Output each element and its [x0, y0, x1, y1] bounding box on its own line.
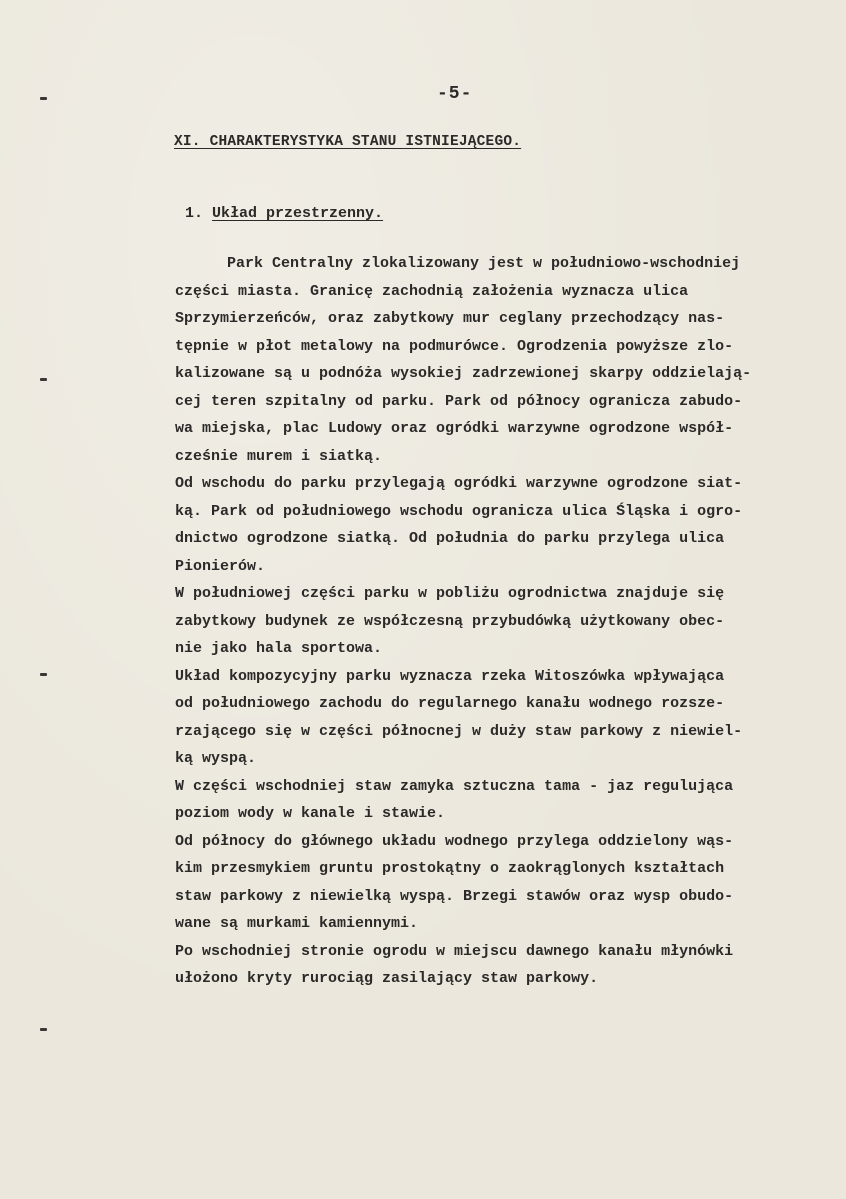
- text-line: wane są murkami kamiennymi.: [175, 915, 419, 932]
- text-line: rzającego się w części północnej w duży staw parkowy z niewiel-: [175, 722, 743, 740]
- text-line: Od wschodu do parku przylegają ogródki warzywne ogrodzone siat-: [175, 475, 743, 492]
- text-line: kalizowane są u podnóża wysokiej zadrzewionej skarpy oddzielają-: [175, 365, 752, 382]
- text-line: ką. Park od południowego wschodu ogranicza ulica Śląska i ogro-: [175, 502, 743, 520]
- text-line: ułożono kryty rurociąg zasilający staw parkowy.: [175, 970, 599, 987]
- margin-mark: [40, 673, 47, 676]
- chapter-heading: XI. CHARAKTERYSTYKA STANU ISTNIEJĄCEGO.: [174, 134, 522, 150]
- text-line: Pionierów.: [175, 557, 266, 575]
- text-line: staw parkowy z niewielką wyspą. Brzegi stawów oraz wysp obudo-: [175, 887, 734, 905]
- text-line: Od północy do głównego układu wodnego przylega oddzielony wąs-: [175, 832, 734, 850]
- text-line: cej teren szpitalny od parku. Park od północy ogranicza zabudo-: [175, 392, 743, 410]
- text-line: W części wschodniej staw zamyka sztuczna tama - jaz regulująca: [175, 777, 734, 795]
- section-number: 1.: [185, 205, 204, 222]
- text-line: Sprzymierzeńców, oraz zabytkowy mur ceglany przechodzący nas-: [175, 310, 725, 327]
- text-line: Park Centralny zlokalizowany jest w południowo-wschodniej: [227, 255, 741, 272]
- section-title: Układ przestrzenny.: [212, 205, 384, 222]
- text-line: nie jako hala sportowa.: [175, 640, 383, 657]
- margin-mark: [40, 1028, 47, 1031]
- text-line: od południowego zachodu do regularnego kanału wodnego rozsze-: [175, 695, 725, 712]
- text-line: zabytkowy budynek ze współczesną przybudówką użytkowany obec-: [175, 612, 725, 630]
- text-line: Układ kompozycyjny parku wyznacza rzeka Witoszówka wpływająca: [175, 667, 725, 685]
- text-line: cześnie murem i siatką.: [175, 447, 383, 465]
- page-number: -5-: [437, 84, 473, 104]
- text-line: Po wschodniej stronie ogrodu w miejscu dawnego kanału młynówki: [175, 942, 734, 960]
- text-line: dnictwo ogrodzone siatką. Od południa do parku przylega ulica: [175, 530, 725, 547]
- text-line: W południowej części parku w pobliżu ogrodnictwa znajduje się: [175, 585, 725, 602]
- text-line: części miasta. Granicę zachodnią założenia wyznacza ulica: [175, 282, 689, 300]
- text-line: wa miejska, plac Ludowy oraz ogródki warzywne ogrodzone współ-: [175, 420, 734, 437]
- text-line: poziom wody w kanale i stawie.: [175, 805, 446, 822]
- text-line: ką wyspą.: [175, 750, 257, 767]
- margin-mark: [40, 97, 47, 100]
- text-line: tępnie w płot metalowy na podmurówce. Ogrodzenia powyższe zlo-: [175, 337, 734, 355]
- body-text: [175, 250, 825, 993]
- section-heading: [185, 205, 383, 222]
- text-line: kim przesmykiem gruntu prostokątny o zaokrąglonych kształtach: [175, 860, 725, 877]
- margin-mark: [40, 378, 47, 381]
